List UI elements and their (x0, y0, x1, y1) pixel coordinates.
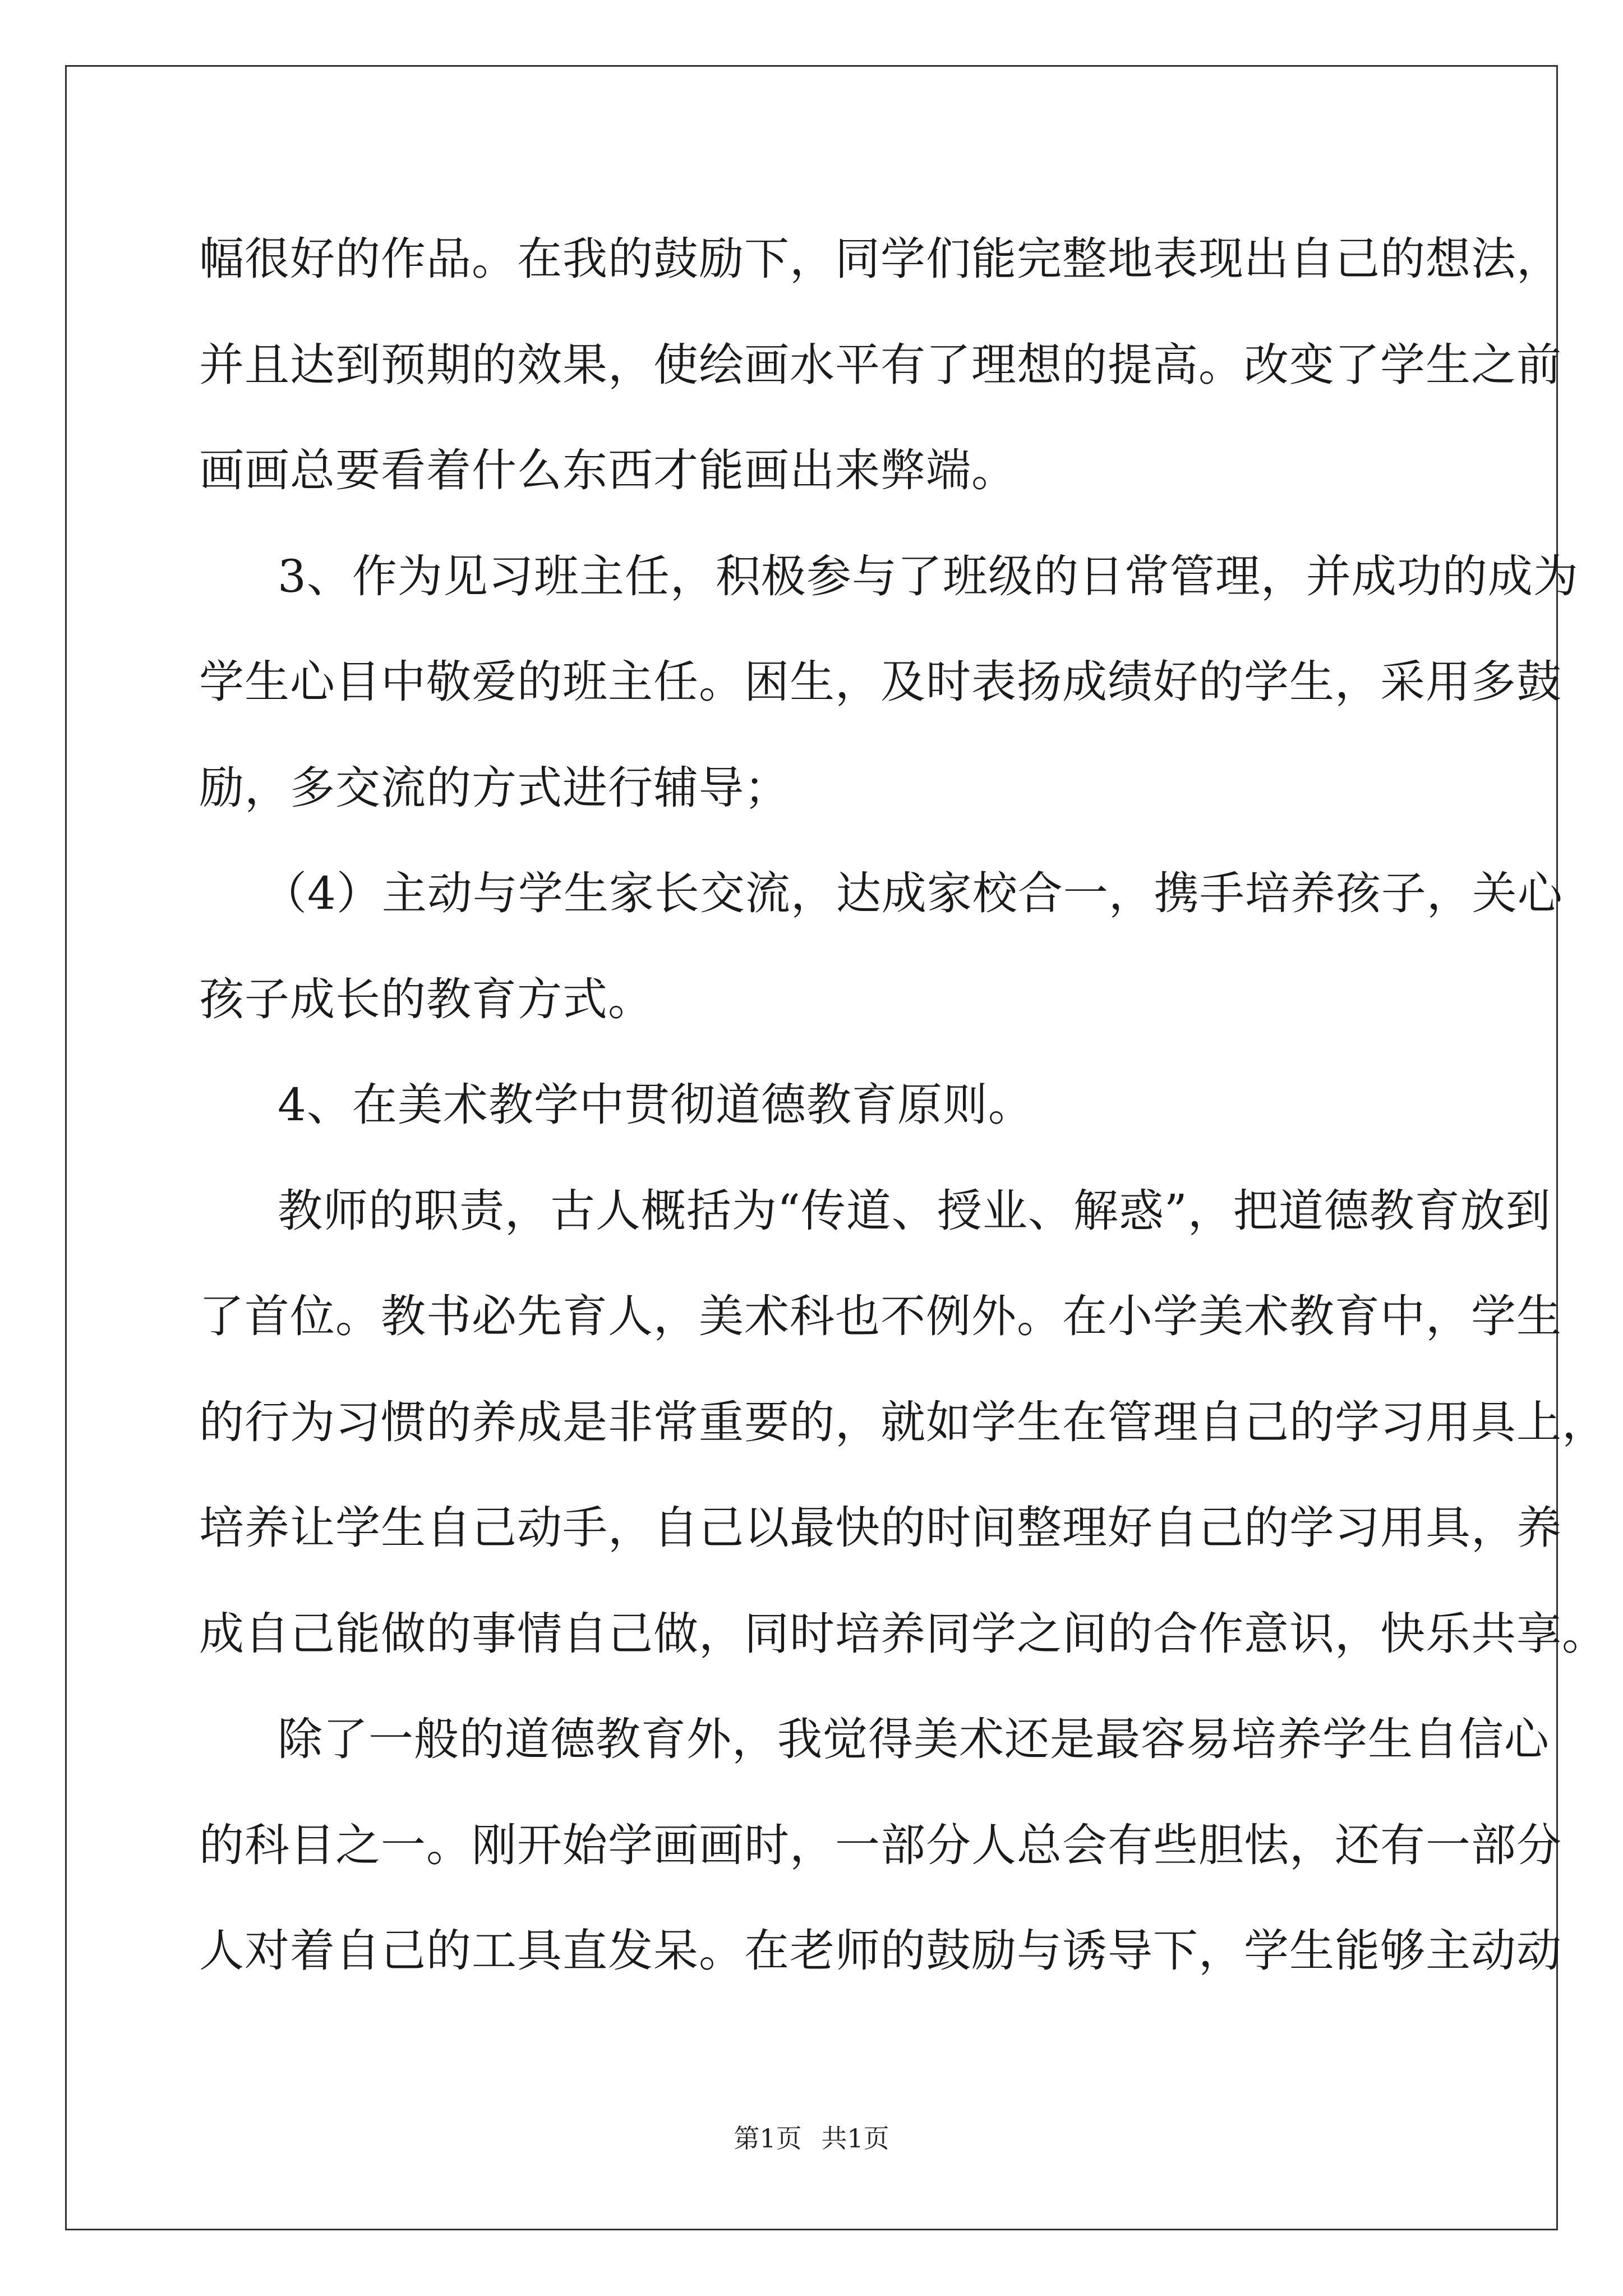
text-line: 画画总要看着什么东西才能画出来弊端。 (199, 444, 1017, 496)
text-line: 教师的职责，古人概括为“传道、授业、解惑”，把道德教育放到 (278, 1184, 1551, 1237)
text-line: 孩子成长的教育方式。 (199, 973, 653, 1025)
text-line: 除了一般的道德教育外，我觉得美术还是最容易培养学生自信心 (278, 1713, 1550, 1765)
text-line: 4、在美术教学中贯彻道德教育原则。 (278, 1079, 1034, 1131)
text-line: 了首位。教书必先育人，美术科也不例外。在小学美术教育中，学生 (199, 1290, 1562, 1342)
page-footer (0, 2122, 1623, 2155)
text-line: 励，多交流的方式进行辅导； (199, 761, 790, 814)
text-line: 成自己能做的事情自己做，同时培养同学之间的合作意识，快乐共享。 (199, 1607, 1607, 1660)
text-line: 的科目之一。刚开始学画画时，一部分人总会有些胆怯，还有一部分 (199, 1819, 1562, 1871)
text-line: （4）主动与学生家长交流，达成家校合一，携手培养孩子，关心 (262, 867, 1563, 919)
document-body (199, 206, 1607, 2004)
text-line: 培养让学生自己动手，自己以最快的时间整理好自己的学习用具，养 (199, 1502, 1562, 1554)
text-line: 人对着自己的工具直发呆。在老师的鼓励与诱导下，学生能够主动动 (199, 1925, 1562, 1977)
text-line: 的行为习惯的养成是非常重要的，就如学生在管理自己的学习用具上， (199, 1396, 1607, 1448)
page-total: 共1页 (821, 2123, 889, 2154)
text-line: 幅很好的作品。在我的鼓励下，同学们能完整地表现出自己的想法， (199, 233, 1562, 285)
text-line: 学生心目中敬爱的班主任。困生，及时表扬成绩好的学生，采用多鼓 (199, 656, 1562, 708)
page-number: 第1页 (734, 2123, 802, 2154)
text-line: 并且达到预期的效果，使绘画水平有了理想的提高。改变了学生之前 (199, 338, 1562, 391)
text-line: 3、作为见习班主任，积极参与了班级的日常管理，并成功的成为 (278, 550, 1579, 602)
